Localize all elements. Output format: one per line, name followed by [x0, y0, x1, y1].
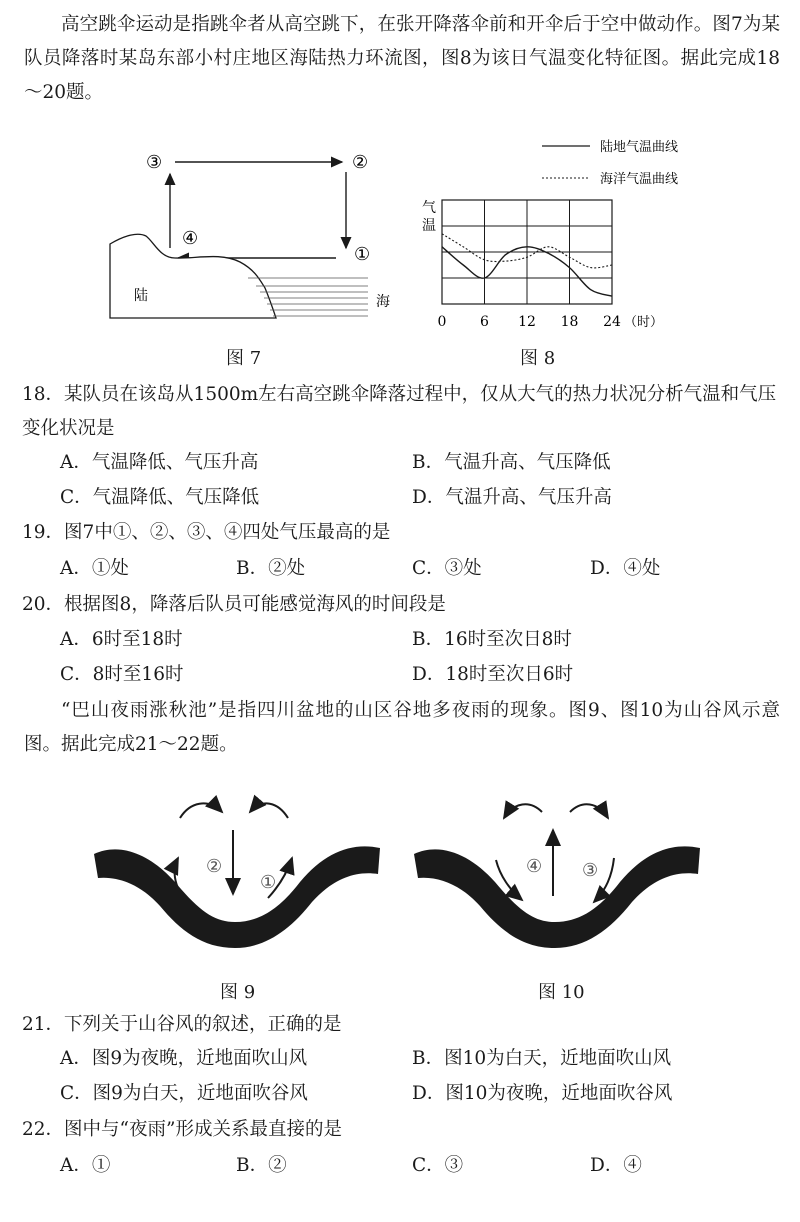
fig8-ylabel: 气温	[422, 200, 436, 234]
fig8-x-tick-label: 12	[518, 314, 536, 330]
question-20	[22, 588, 780, 622]
fig7-label-3: ③	[146, 152, 163, 173]
q18-option-d[interactable]: D．气温升高、气压升高	[412, 487, 612, 508]
question-18	[22, 378, 780, 446]
question-22-text: 图中与“夜雨”形成关系最直接的是	[64, 1119, 342, 1140]
fig8-grid	[442, 200, 612, 304]
q19-option-b[interactable]: B．②处	[236, 558, 306, 579]
question-21	[22, 1008, 780, 1042]
fig7-label-1: ①	[354, 244, 371, 265]
fig8-x-tick-label: 24	[603, 314, 621, 330]
question-20-number: 20．	[22, 594, 65, 615]
q19-options-row	[60, 552, 780, 586]
q18-option-b[interactable]: B．气温升高、气压降低	[412, 452, 611, 473]
q20-option-b[interactable]: B．16时至次日8时	[412, 629, 572, 650]
q19-option-a[interactable]: A．①处	[60, 558, 129, 579]
q20-options-row-2	[60, 658, 780, 692]
figure-9-diagram	[90, 790, 390, 960]
figure-9-caption: 图 9	[220, 982, 256, 1003]
q20-option-c[interactable]: C．8时至16时	[60, 664, 184, 685]
q18-options-row-2	[60, 481, 780, 515]
question-22-number: 22．	[22, 1119, 65, 1140]
question-18-number: 18．	[22, 384, 65, 405]
q21-option-d[interactable]: D．图10为夜晚，近地面吹谷风	[412, 1083, 673, 1104]
question-21-text: 下列关于山谷风的叙述，正确的是	[64, 1014, 342, 1035]
q20-option-d[interactable]: D．18时至次日6时	[412, 664, 574, 685]
fig7-sea-label: 海	[376, 294, 390, 310]
fig8-x-ticks	[438, 314, 621, 330]
fig8-xunit: （时）	[624, 315, 664, 330]
fig7-label-4: ④	[182, 228, 199, 249]
q19-option-c[interactable]: C．③处	[412, 558, 482, 579]
intro-paragraph-2: “巴山夜雨涨秋池”是指四川盆地的山区谷地多夜雨的现象。图9、图10为山谷风示意图。据此完成21～22题。	[24, 700, 780, 755]
legend-land: 陆地气温曲线	[600, 140, 679, 155]
q21-options-row-1	[60, 1042, 780, 1076]
figure-7-diagram	[100, 140, 410, 330]
q19-option-d[interactable]: D．④处	[590, 558, 661, 579]
fig10-label-3: ③	[582, 860, 599, 881]
question-20-text: 根据图8，降落后队员可能感觉海风的时间段是	[64, 594, 446, 615]
q20-options-row-1	[60, 623, 780, 657]
q21-options-row-2	[60, 1077, 780, 1111]
question-18-text: 某队员在该岛从1500m左右高空跳伞降落过程中，仅从大气的热力状况分析气温和气压变化状况是	[22, 384, 777, 439]
figure-10-diagram	[410, 790, 710, 960]
fig8-x-tick-label: 18	[560, 314, 579, 330]
figure-8-chart	[412, 128, 712, 338]
q22-option-b[interactable]: B．②	[236, 1155, 287, 1176]
question-21-number: 21．	[22, 1014, 65, 1035]
question-19-text: 图7中①、②、③、④四处气压最高的是	[64, 522, 391, 543]
q18-options-row-1	[60, 446, 780, 480]
fig7-land-label: 陆	[134, 288, 148, 304]
question-19-number: 19．	[22, 522, 65, 543]
figure-10-caption: 图 10	[538, 982, 585, 1003]
fig8-x-tick-label: 0	[437, 314, 447, 330]
q22-option-a[interactable]: A．①	[60, 1155, 111, 1176]
q21-option-b[interactable]: B．图10为白天，近地面吹山风	[412, 1048, 672, 1069]
figure-8-caption: 图 8	[520, 348, 556, 369]
q21-option-c[interactable]: C．图9为白天，近地面吹谷风	[60, 1083, 308, 1104]
q20-option-a[interactable]: A．6时至18时	[60, 629, 183, 650]
q18-option-a[interactable]: A．气温降低、气压升高	[60, 452, 259, 473]
fig8-x-tick-label: 6	[480, 314, 489, 330]
question-19	[22, 516, 780, 550]
fig9-label-2: ②	[206, 856, 223, 877]
intro-paragraph-1: 高空跳伞运动是指跳伞者从高空跳下，在张开降落伞前和开伞后于空中做动作。图7为某队员降落时某岛东部小村庄地区海陆热力环流图，图8为该日气温变化特征图。据此完成18～20题。	[24, 14, 780, 103]
question-22	[22, 1113, 780, 1147]
q18-option-c[interactable]: C．气温降低、气压降低	[60, 487, 260, 508]
q21-option-a[interactable]: A．图9为夜晚，近地面吹山风	[60, 1048, 308, 1069]
legend-sea: 海洋气温曲线	[600, 172, 679, 187]
q22-option-d[interactable]: D．④	[590, 1155, 642, 1176]
figure-7-caption: 图 7	[226, 348, 262, 369]
fig10-label-4: ④	[526, 856, 543, 877]
fig7-label-2: ②	[352, 152, 369, 173]
fig9-label-1: ①	[260, 872, 277, 893]
q22-options-row	[60, 1149, 780, 1183]
q22-option-c[interactable]: C．③	[412, 1155, 464, 1176]
